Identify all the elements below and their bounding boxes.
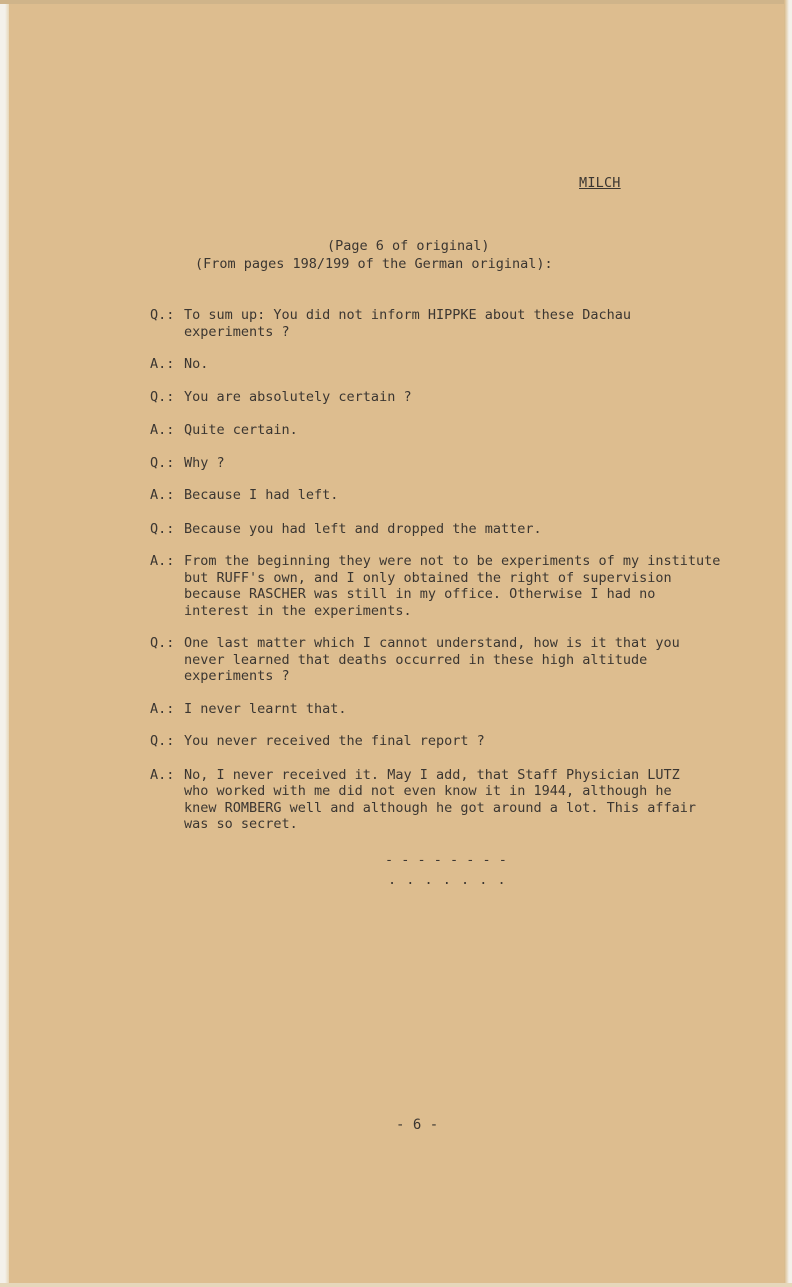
text-line: because RASCHER was still in my office. Otherwise I had no (184, 586, 656, 602)
transcript-entry (150, 389, 750, 406)
question-text (184, 389, 412, 406)
transcript-entry (150, 733, 750, 750)
question-label: Q.: (150, 635, 175, 651)
text-line: never learned that deaths occurred in these high altitude (184, 651, 648, 668)
text-line: You never received the final report ? (184, 733, 485, 749)
paper-bottom-edge (0, 1283, 792, 1287)
text-line: One last matter which I cannot understand, how is it that you (184, 635, 680, 651)
transcript-entry (150, 356, 750, 373)
text-line: Why ? (184, 454, 225, 471)
answer-text (184, 701, 347, 718)
transcript-entry (150, 307, 750, 340)
page-number: - 6 - (396, 1117, 439, 1133)
answer-text (184, 553, 720, 619)
source-pages-reference: (From pages 198/199 of the German original): (195, 256, 553, 272)
text-line: but RUFF's own, and I only obtained the right of supervision (184, 569, 672, 586)
text-line: experiments ? (184, 668, 290, 684)
text-line: To sum up: You did not inform HIPPKE about these Dachau (184, 307, 632, 323)
question-label: Q.: (150, 520, 175, 537)
text-line: Because I had left. (184, 487, 339, 503)
answer-label: A.: (150, 422, 175, 438)
question-label: Q.: (150, 733, 175, 749)
answer-label: A.: (150, 356, 175, 372)
question-text (184, 521, 542, 538)
answer-label: A.: (150, 700, 175, 717)
text-line: interest in the experiments. (184, 602, 412, 619)
transcript-entry (150, 553, 750, 619)
text-line: No, I never received it. May I add, that Staff Physician LUTZ (184, 766, 680, 783)
section-separator: - - - - - - - - (385, 852, 507, 868)
text-line: I never learnt that. (184, 700, 347, 717)
paper-top-edge (0, 0, 792, 4)
paper-left-edge (0, 0, 9, 1287)
transcript-entry (150, 422, 750, 439)
answer-text (184, 767, 696, 833)
transcript-entry (150, 455, 750, 472)
question-text (184, 635, 680, 685)
answer-text (184, 356, 208, 373)
original-page-reference: (Page 6 of original) (327, 238, 490, 254)
transcript-entry (150, 701, 750, 718)
text-line: was so secret. (184, 816, 298, 832)
text-line: You are absolutely certain ? (184, 388, 412, 405)
answer-label: A.: (150, 766, 175, 783)
paper-right-edge (784, 0, 792, 1287)
text-line: Because you had left and dropped the matter. (184, 520, 542, 537)
answer-text (184, 487, 338, 504)
question-label: Q.: (150, 388, 175, 405)
question-text (184, 307, 631, 340)
dotted-separator: . . . . . . . (388, 872, 507, 888)
text-line: Quite certain. (184, 422, 298, 438)
transcript-entry (150, 767, 750, 833)
answer-label: A.: (150, 553, 175, 569)
text-line: knew ROMBERG well and although he got around a lot. This affair (184, 799, 697, 816)
text-line: who worked with me did not even know it in 1944, although he (184, 783, 672, 799)
transcript-entry (150, 635, 750, 685)
answer-label: A.: (150, 487, 175, 503)
defendant-name-header: MILCH (579, 175, 621, 191)
transcript-entry (150, 521, 750, 538)
question-label: Q.: (150, 307, 175, 323)
text-line: From the beginning they were not to be experiments of my institute (184, 553, 721, 569)
interrogation-transcript (150, 307, 750, 833)
question-label: Q.: (150, 454, 175, 471)
text-line: No. (184, 356, 209, 372)
answer-text (184, 422, 298, 439)
text-line: experiments ? (184, 323, 290, 340)
transcript-entry (150, 487, 750, 504)
question-text (184, 733, 485, 750)
question-text (184, 455, 225, 472)
